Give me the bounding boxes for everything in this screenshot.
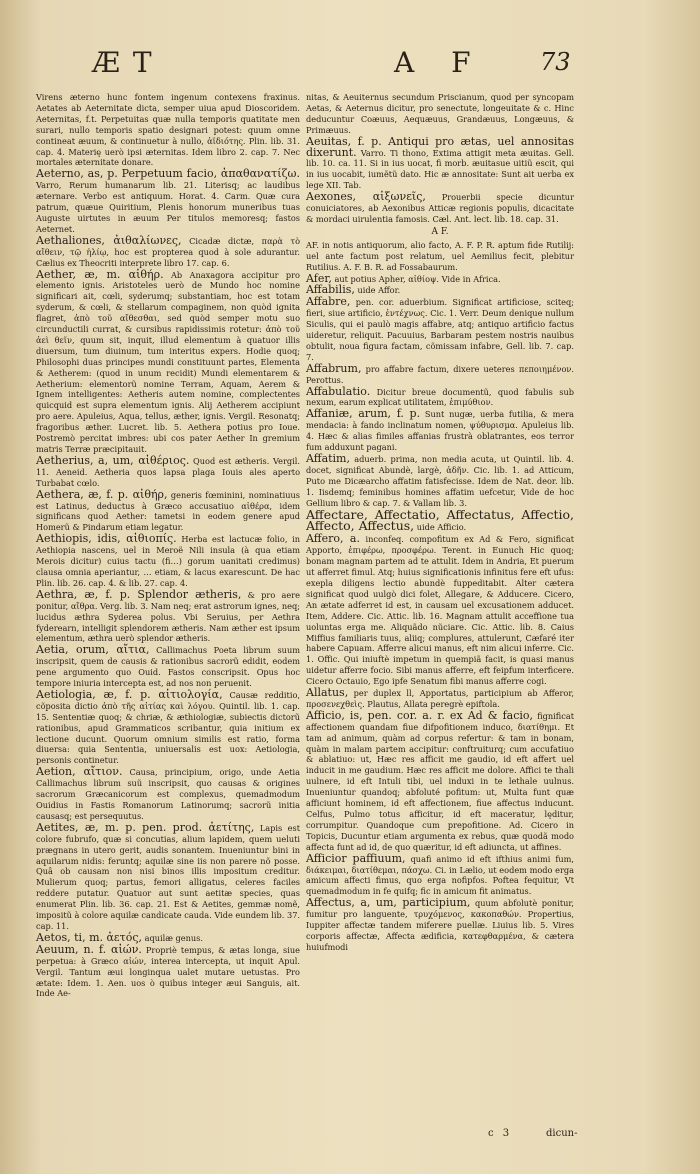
entry-lemma: Aeterno, as, p. Perpetuum facio, ἀπαθανατίζω.	[36, 167, 300, 181]
section-heading: A F.	[431, 226, 449, 237]
dictionary-entry	[306, 409, 574, 453]
right-column-entries	[306, 240, 574, 953]
entry-text: Causa, principium, origo, unde Aetia Callimachus librum suũ inscripsit, quo causas & origines sacrorum Græcanicorum est complexus, quemadmodum Ouidius in Fastis Romanorum Latinorumq; sacrorũ initia causasq; est persequutus.	[36, 767, 300, 821]
entry-text: Varro, Rerum humanarum lib. 21. Literisq; ac laudibus æternare. Verbo est antiquum. Horat. 4. Carm. Quæ cura patrum, quæue Quiritium, Plenis honorum muneribus tuas Auguste uirtutes in æuum Per titulos memoresq; fastos Aeternet.	[36, 180, 300, 234]
entry-lemma: Affabilis,	[306, 283, 355, 297]
page-number: 73	[540, 48, 571, 76]
entry-text: quafi animo id eft ifthius animi fum, διάκειμαι, διατίθεμαι, πάσχω. Ci. in Lælio, ut eodem modo erga amicum affecti fimus, quo erga nofipfos. Poftea fequitur, Vt quemadmodum in fe quifq; fic in amicum fit animatus.	[306, 853, 574, 897]
dictionary-entry	[36, 267, 300, 455]
entry-lemma: Afficior paffiuum,	[306, 851, 406, 865]
dictionary-entry	[306, 240, 574, 273]
entry-text: Dicitur breue documentũ, quod fabulis sub nexum, earum explicat utilitatem, ἐπιμύθιον.	[306, 386, 574, 408]
header-left: Æ T	[92, 46, 154, 79]
entry-lemma: Aetites, æ, m. p. pen. prod. ἀετίτης,	[36, 820, 255, 834]
entry-lemma: Aethaliones, ἀιθαλίωνες,	[36, 233, 182, 247]
dictionary-entry	[306, 134, 574, 192]
dictionary-entry	[306, 851, 574, 898]
entry-text: Lapis est colore fubrufo, quæ si concutias, alium lapidem, quem ueluti prægnans in utero gerit, audis sonantem. Inueniuntur bini in aquilarum nidis: feruntq; aquilæ sine iis non parere nõ posse. Quâ ob causam non nisi binos illis impositum creditur. Mulierum quoq; partus, femori alligatus, celeres faciles reddere putatur. Quatuor aut sunt aetitæ species, quas enumerat Plin. lib. 36. cap. 21. Est & Aetites, gemmæ nomẽ, impositũ à colore aquilæ candicate cauda. Vide eundem lib. 37. cap. 11.	[36, 822, 300, 931]
entry-text: uide Affor.	[357, 285, 401, 296]
dictionary-entry	[36, 587, 300, 645]
entry-text: Quod est ætheris. Vergil. 11. Aeneid. Aetheria quos lapsa plaga Iouis ales aperto Turbabat cœlo.	[36, 455, 300, 488]
signature-mark: c 3	[488, 1128, 513, 1139]
dictionary-entry	[306, 688, 574, 710]
entry-lemma: Aethiopis, idis, αἰθιοπίς.	[36, 532, 177, 546]
entry-text: Ab Anaxagora accipitur pro elemento ignis. Aristoteles uerò de Mundo hoc nomine significari ait, cœli, syderumq; substantiam, hoc est totam syderum, & cœli, & stellarum compaginem, non quòd ignita flagret, ἀπὸ τοῦ αἴθεσθαι, sed quòd semper motu suo circunductili currat, & cursibus rapidissimis rotetur: ἀπὸ τοῦ ἀεὶ θεῖν, quum sit, inquit, illud elementum à quatuor illis diuersum, tum diuinum, tum interitus expers. Hodie quoq; Philosophi duas principes mundi constituunt partes, Elementa & Aetherem: (quod in unum recidit) Mundi elementarem & Aetherium: elementorũ nomine Terram, Aquam, Aerem & Ignem intelligentes: Aetheris autem nomine, complectentes quicquid est supra elementum ignis. Alij Aetherem accipiunt pro aere. Apuleius, Aqua, tellus, æther, ignis. Vergil. Resonatq; fragoribus æther. Lucret. lib. 5. Aethera potius pro Ioue. Postremò percitat imbres: ubi cos pater Aether In gremium matris Terræ præcipitauit.	[36, 269, 300, 454]
dictionary-entry	[36, 767, 300, 822]
entry-lemma: Affatim,	[306, 452, 350, 465]
entry-text: Callimachus Poeta librum suum inscripsit, quem de causis & rationibus sacrorũ edidit, eodem pene argumento quo Ouid. Fastos conscripsit. Opus hoc tempore iniuria intercepta est, ad nos non peruenit.	[36, 645, 300, 689]
entry-lemma: Aeuum, n. f. αἰών.	[36, 942, 142, 956]
entry-text: & pro aere ponitur, αἴθρα. Verg. lib. 3. Nam neq; erat astrorum ignes, neq; lucidus æthra Syderea polus. Vbi Seruius, per Aethra fyderearn, intelligit splendorem ætheris. Nam æther est ipsum elementum, æthra uerò splendor ætheris.	[36, 589, 300, 644]
entry-lemma: Aetherius, a, um, αἰθέριος.	[36, 453, 190, 467]
entry-lemma: Aether, æ, m. αἰθήρ.	[36, 267, 164, 281]
entry-text: generis fœminini, nominatiuus est Latinus, deductus à Græco accusatiuo αἰθέρα, idem significans quod Aether: tametsi in eodem genere apud Homerũ & Pindarum etiam legatur.	[36, 489, 300, 533]
dictionary-entry	[306, 92, 574, 136]
dictionary-entry	[36, 92, 300, 168]
dictionary-entry	[306, 361, 575, 386]
dictionary-entry	[306, 708, 574, 853]
entry-text: Propriè tempus, & ætas longa, siue perpetua: à Græco αἰών, interea intercepta, ut inquit Apul. Vergil. Tantum æui longinqua ualet mutare uetustas. Pro ætate: Idem. 1. Aen. uos ò quibus integer æui Sanguis, ait. Inde Ae-	[36, 944, 300, 999]
entry-lemma: Aethra, æ, f. p. Splendor ætheris,	[36, 587, 242, 601]
entry-lemma: Aetos, ti, m. ἀετός,	[36, 930, 142, 944]
entry-lemma: Aetion, αἴτιον.	[36, 765, 123, 779]
dictionary-entry	[36, 820, 300, 932]
entry-lemma: Affectare, Affectatio, Affectatus, Affectio, Affecto, Affectus,	[306, 506, 574, 534]
header-right: A F	[394, 46, 485, 79]
entry-lemma: Affabre,	[306, 295, 351, 309]
dictionary-entry	[306, 297, 574, 362]
entry-lemma: Affaniæ, arum, f. p.	[306, 407, 421, 421]
entry-text: aquilæ genus.	[144, 932, 203, 943]
entry-text: Herba est lactucæ folio, in Aethiopia nascens, uel in Meroë Nili insula (à qua etiam Merois dicitur) cuius tactu (fi…) gorum uanitati credimus) clausa omnia aperiantur, … etiam, & lacus exarescunt. De hac Plin. lib. 26. cap. 4. & lib. 27. cap. 4.	[36, 534, 300, 588]
entry-lemma: Aetia, orum, αἴτια,	[36, 643, 150, 657]
entry-lemma: Affabrum,	[306, 361, 362, 375]
catchword: dicun-	[546, 1128, 578, 1139]
dictionary-entry	[306, 192, 574, 225]
entry-lemma: Aeuitas, f. p. Antiqui pro ætas, uel annositas dixerunt.	[306, 134, 574, 159]
entry-text: aduerb. prima, non media acuta, ut Quintil. lib. 4. docet, significat Abundè, largè, ἀδῆν. Cic. lib. 1. ad Atticum, Puto me Dicæarcho affatim fatisfecisse. Idem de Nat. deor. lib. 1. Iisdemq; feminibus homines affatim uefcetur, Vide de hoc Gellium libro & cap. 7. & Vallam lib. 3.	[306, 454, 574, 508]
entry-text: pro affabre factum, dixere ueteres πεποιημένον. Perottus.	[306, 363, 575, 385]
dictionary-entry	[306, 454, 574, 509]
entry-text: fignificat affectionem quandam fiue difpofitionem induco, διατίθημι. Et tam ad animum, quàm ad corpus refertur: & tam in bonam, quàm in malam partem accipitur: conftruiturq; cum accufatiuo & ablatiuo: ut, Hæc res afficit me gaudio, id eft affert uel inducit in me gaudium. Hæc res afficit me dolore. Affici te thali uulnere, id eft Intuli tibi, uel induxi in te lethale uulnus. Inueniuntur quandoq; abfoluté pofitum: ut, Multa funt quæ afficiunt hominem, id eft affectionem, fiue affectus inducunt. Celfus, Pulmo totus afficitur, id eft maceratur, lęditur, corrumpitur. Quandoque cum prepofitione. Ad. Cicero in Topicis, Ducuntur etiam argumenta ex rebus, quæ quodã modo affecta funt ad id, de quo quæritur, id eft adiuncta, ut affines.	[306, 710, 574, 852]
dictionary-entry	[36, 687, 300, 766]
entry-lemma: Afficio, is, pen. cor. a. r. ex Ad & facio,	[306, 708, 534, 722]
entry-text: aut potius Apher, αἰθίοψ. Vide in Africa.	[334, 273, 501, 284]
entry-text: uide Afficio.	[416, 522, 467, 533]
entry-text: Sunt nugæ, uerba futilia, & mera mendacia: à fando inclinatum nomen, ψύθυρισμα. Apuleius lib. 4. Hæc & alias fimiles affanias frustrà oblatrantes, eos terror fum adduxunt pagani.	[306, 409, 575, 453]
entry-text: inconfeq. compofitum ex Ad & Fero, significat Apporto, ἐπιφέρω, προσφέρω. Terent. in Eunuch Hic quoq; bonam magnam partem ad te attulit. Idem in Andria, Et puerum ut afferret fimul. Atq; huius significationis infinitus fere eft ufus: exepla diligens lectio abundè fuppeditabit. Alter cætera significat quod uulgò dici folet, Allegare, & Adducere. Cicero, An ætate adferret id est, in causam uel excusationem adducet. Item, Addere. Cic. Attic. lib. 16. Magnam attulit acceffione tua uoluntas erga me. Aliquãdo nũciare. Cic. Attic. lib. 8. Caius Miffius familiaris tuus, aliiq; complures, attulerunt, Cæfaré iter habere Capuam. Afferre alicui manus, eft nim alicui inferre. Cic. 1. Offic. Qui iniuftè impetum in quempiã facit, is quasi manus uidetur afferre focio. Sibi manus afferre, eft feipfum interficere. Cicero Octauio, Ego ipfe Senatum fibi manus afferre cogi.	[306, 534, 574, 687]
dictionary-entry	[36, 233, 301, 269]
dictionary-entry	[36, 453, 300, 489]
dictionary-entry	[306, 506, 574, 534]
dictionary-entry	[306, 898, 574, 953]
entry-lemma: Affabulatio.	[306, 384, 371, 398]
right-column-top-entries	[306, 92, 574, 225]
dictionary-entry	[306, 384, 574, 409]
dictionary-entry	[36, 534, 300, 589]
entry-text: Virens æterno hunc fontem ingenum contexens fraxinus. Aetates ab Aeternitate dicta, semper uiua apud Dioscoridem. Aeternitas, f.t. Perpetuitas quæ nulla temporis quatitate men surari, nullo temporis spatio designari potest: quum omne contineat æuum, & continuetur à nullo, ἀϊδιότης. Plin. lib. 31. cap. 4. Materię uerò ipsi æternitas. Idem libro 2. cap. 7. Nec mortales æternitate donare.	[36, 92, 300, 168]
left-column	[36, 92, 300, 1000]
entry-text: Prouerbii specie dicuntur conuiciatores, ab Aexonibus Atticæ regionis populis, dicacitate & mordaci uirulentia famosis. Cæl. Ant. lect. lib. 18. cap. 31.	[306, 192, 574, 224]
entry-lemma: Afer,	[306, 271, 332, 285]
entry-text: pen. cor. aduerbium. Significat artificiose, sciteq; fieri, siue artificio, ἐντέχνως. Cic. 1. Verr. Deum denique nullum Siculis, qui ei paulò magis affabre, atq; antiquo artificio factus uideretur, reliquit. Pacuuius, Barbaram pestem nostris nauibus obtulit, noua figura factam, cõmissam infabre, Gell. lib. 7. cap. 7.	[306, 297, 574, 362]
right-column	[306, 92, 574, 954]
entry-text: quum abfolutè ponitur, fumitur pro languente, τρυχόμενος, κακοπαθών. Propertius, Iuppiter affectæ tandem miferere puellæ. Liuius lib. 5. Vires corporis affectæ, Affecta ædificia, κατεφθαρμένα, & cætera huiufmodi	[306, 898, 575, 952]
entry-lemma: Aetiologia, æ, f. p. αἰτιολογία,	[36, 687, 223, 701]
entry-lemma: Aethera, æ, f. p. αἰθήρ,	[36, 487, 168, 501]
dictionary-entry	[306, 534, 574, 687]
dictionary-entry	[36, 169, 300, 234]
dictionary-entry	[36, 487, 300, 534]
dictionary-entry	[36, 645, 300, 689]
entry-text: nitas, & Aeuiternus secundum Priscianum, quod per syncopam Aetas, & Aeternus dicitur, pro senectute, longeuitate & c. Hinc deducuntur Coæuus, Aequæuus, Grandæuus, Longæuus, & Primæuus.	[306, 92, 574, 135]
entry-lemma: Aexones, αἰξωνεῖς,	[306, 190, 426, 204]
entry-text: Causæ redditio, cõposita dictio ἀπὸ τῆς αἰτίας καὶ λόγου. Quintil. lib. 1. cap. 15. Sententiæ quoq; & chriæ, & æthiologiæ, subiectis dictorũ rationibus, apud Grammaticos scribantur, quia initium ex lectione ducunt. Quorum omnium similis est ratio, forma diuersa: quia Sententia, uniuersalis est uox: Aetiologia, personis continetur.	[36, 689, 300, 766]
dictionary-entry	[36, 942, 300, 1000]
entry-lemma: Allatus,	[306, 686, 349, 700]
entry-text: Cicadæ dictæ, παρὰ τὸ αἴθειν, τῷ ἡλίῳ, hoc est propterea quod à sole adurantur. Cælius ex Theocriti interprete libro 17. cap. 6.	[36, 235, 301, 268]
entry-text: Varro. Ti thono, Extima attigit meta æuitas. Gell. lib. 10. ca. 11. Si in ius uocat, fi morb. æuitasue uitiũ escit, qui in ius uocabit, iumẽtũ dato. Hic æ annositate: Sunt ait uerba ex lege XII. Tab.	[306, 147, 574, 191]
entry-lemma: Affectus, a, um, participium,	[306, 896, 471, 910]
entry-lemma: Affero, a.	[306, 532, 360, 546]
entry-text: per duplex ll, Apportatus, participium ab Afferor, προσενεχθεὶς. Plautus, Allata peregrè epiftola.	[306, 688, 574, 709]
running-header	[0, 46, 700, 86]
entry-text: AF. in notis antiquorum, alio facto, A. F. P. R. aptum fide Rutilij: uel ante factum post relatum, uel Aemilius fecit, plebitur Rutilius. A. F. B. R. ad Fossabaurum.	[306, 239, 574, 272]
